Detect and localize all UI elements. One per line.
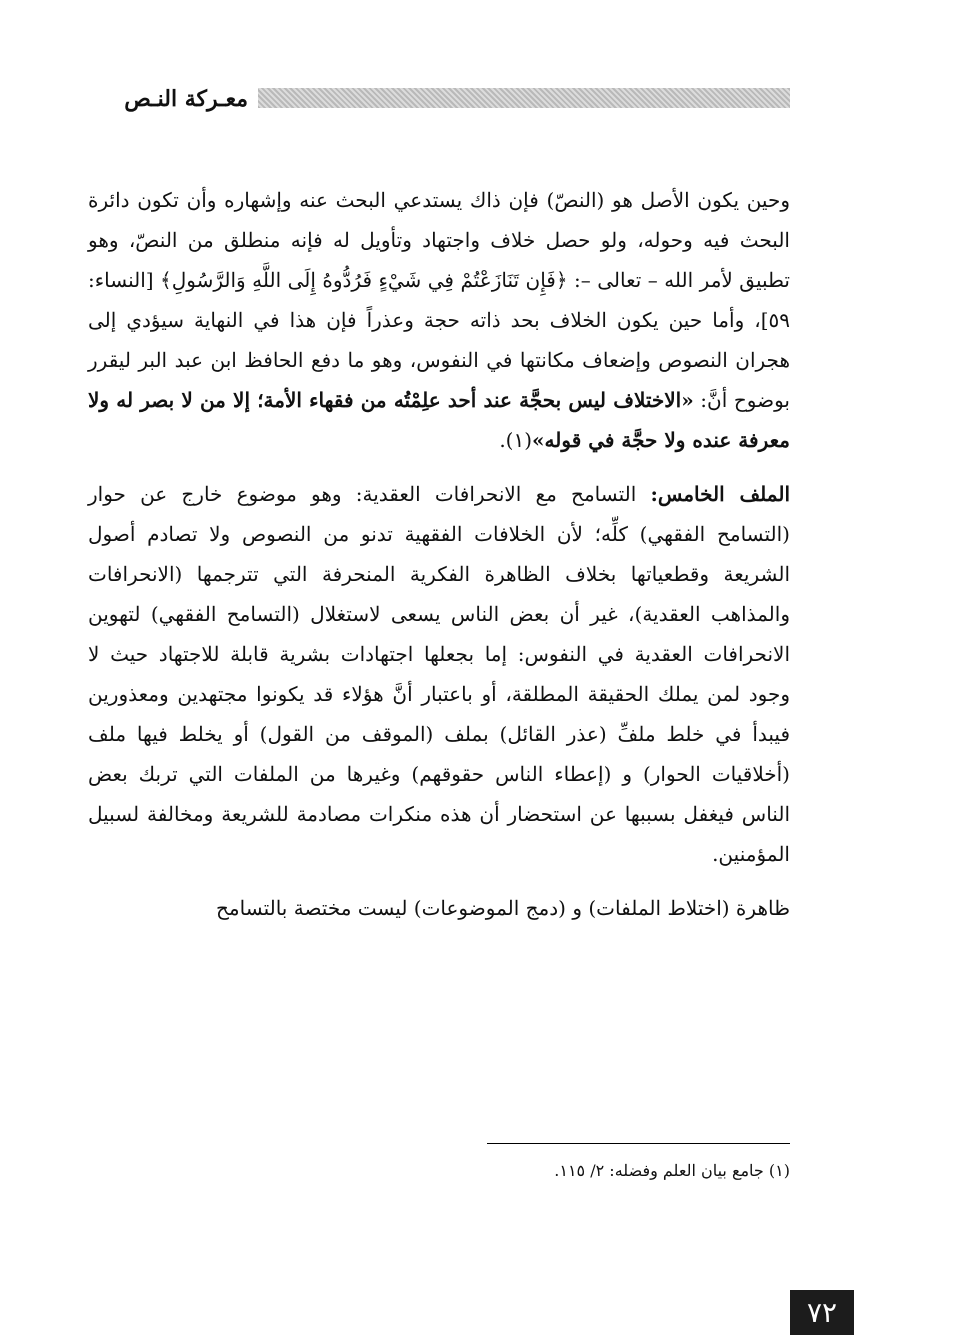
paragraph-1: [88, 180, 790, 460]
paragraph-2: [88, 474, 790, 874]
body-text: [88, 180, 790, 942]
footnote-divider: [487, 1143, 790, 1144]
fifth-file-heading: الملف الخامس:: [650, 482, 791, 506]
paragraph-3: [88, 888, 790, 928]
footnote-marker: (١).: [499, 428, 533, 452]
page-number: ٧٢: [790, 1290, 854, 1335]
footnote: (١) جامع بيان العلم وفضله: ٢/ ١١٥.: [554, 1161, 790, 1180]
running-header-title: معـركة النـص: [124, 86, 248, 112]
paragraph-1-text: وحين يكون الأصل هو (النصّ) فإن ذاك يستدعي البحث عنه وإشهاره وأن تكون دائرة البحث فيه وحوله، ولو حصل خلاف واجتهاد وتأويل له فإنه منطلق من النصّ، وهو تطبيق لأمر الله – تعالى –: ﴿فَإِن تَنَازَعْتُمْ فِي شَيْءٍ فَرُدُّوهُ إِلَى اللَّهِ وَالرَّسُولِ﴾ [النساء: ٥٩]، وأما حين يكون الخلاف بحد ذاته حجة وعذراً فإن هذا في النهاية سيؤدي إلى هجران النصوص وإضعاف مكانتها في النفوس، وهو ما دفع الحافظ ابن عبد البر ليقرر بوضوح أنَّ:: [88, 188, 790, 412]
paragraph-3-text: ظاهرة (اختلاط الملفات) و (دمج الموضوعات) ليست مختصة بالتسامح: [216, 896, 790, 920]
paragraph-2-text: التسامح مع الانحرافات العقدية: وهو موضوع خارج عن حوار (التسامح الفقهي) كلِّه؛ لأن الخلافات الفقهية تدنو من النصوص ولا تصادم أصول الشريعة وقطعياتها بخلاف الظاهرة الفكرية المنحرفة التي تترجمها (الانحرافات والمذاهب العقدية)، غير أن بعض الناس يسعى لاستغلال (التسامح الفقهي) لتهوين الانحرافات العقدية في النفوس: إما بجعلها اجتهادات بشرية قابلة للاجتهاد حيث لا وجود لمن يملك الحقيقة المطلقة، أو باعتبار أنَّ هؤلاء قد يكونوا مجتهدين ومعذورين فيبدأ في خلط ملفِّ (عذر القائل) بملف (الموقف من القول) أو يخلط فيها ملف (أخلاقيات الحوار) و (إعطاء الناس حقوقهم) وغيرها من الملفات التي تربك بعض الناس فيغفل بسببها عن استحضار أن هذه منكرات مصادمة للشريعة ومخالفة لسبيل المؤمنين.: [88, 482, 790, 866]
quote-ibn-abd-al-barr: «الاختلاف ليس بحجَّة عند أحد علِمْتُه من فقهاء الأمة؛ إلا من لا بصر له ولا معرفة عنده ولا حجَّة في قوله»: [88, 388, 790, 452]
header-decorative-band: [258, 88, 790, 108]
